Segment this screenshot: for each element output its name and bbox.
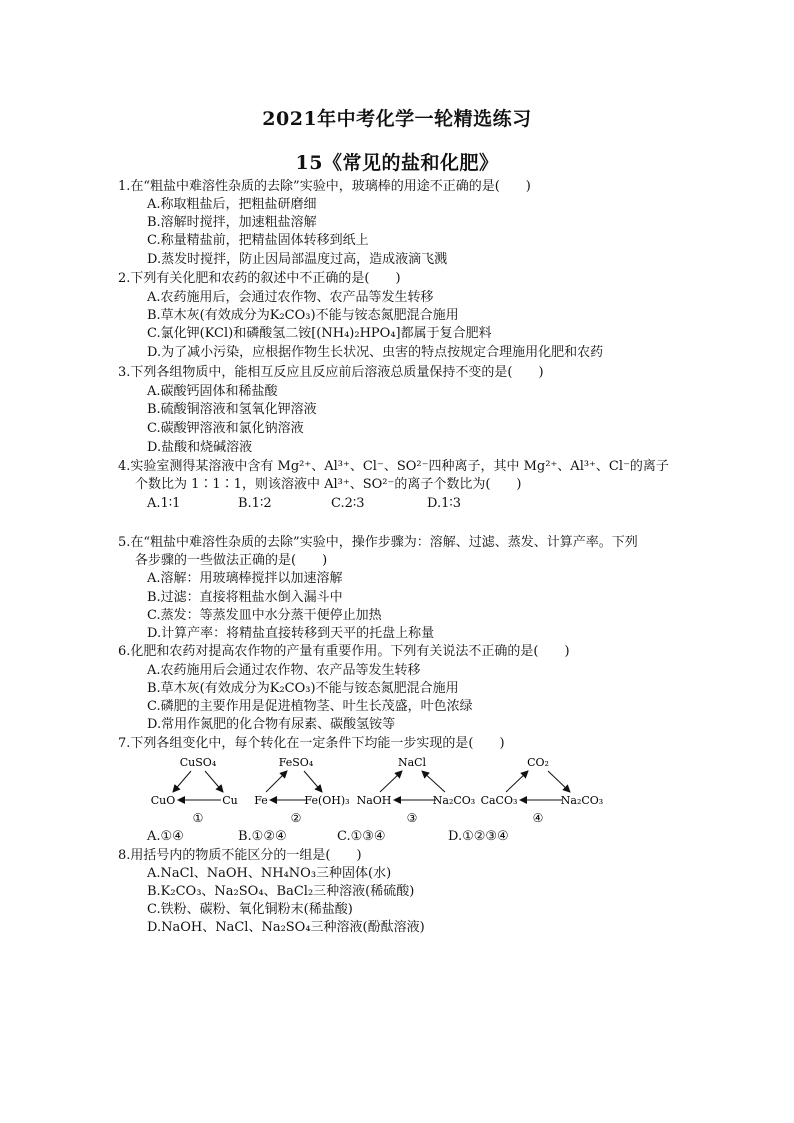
question-2-option-b: B.草木灰(有效成分为K₂CO₃)不能与铵态氮肥混合施用 xyxy=(147,308,459,323)
question-6-option-a: A.农药施用后会通过农作物、农产品等发生转移 xyxy=(147,663,421,678)
question-8-option-d: D.NaOH、NaCl、Na₂SO₄三种溶液(酚酞溶液) xyxy=(147,920,425,935)
question-2-option-a: A.农药施用后，会通过农作物、农产品等发生转移 xyxy=(147,290,434,305)
question-6-option-d: D.常用作氮肥的化合物有尿素、碳酸氢铵等 xyxy=(147,717,396,732)
question-4-stem-continued: 个数比为 1∶1∶1，则该溶液中 Al³⁺、SO²⁻的离子个数比为( ) xyxy=(135,477,522,492)
diagram-2-number: ② xyxy=(290,811,302,825)
question-6-option-b: B.草木灰(有效成分为K₂CO₃)不能与铵态氮肥混合施用 xyxy=(147,681,459,696)
diagram-1-number: ① xyxy=(192,811,204,825)
question-5-stem: 5.在“粗盐中难溶性杂质的去除”实验中，操作步骤为：溶解、过滤、蒸发、计算产率。下列 xyxy=(118,535,638,550)
question-2-option-c: C.氯化钾(KCl)和磷酸氢二铵[(NH₄)₂HPO₄]都属于复合肥料 xyxy=(147,326,492,341)
question-1-stem: 1.在“粗盐中难溶性杂质的去除”实验中，玻璃棒的用途不正确的是( ) xyxy=(118,179,531,194)
diagram-2-left: Fe xyxy=(254,794,268,807)
question-1-option-a: A.称取粗盐后，把粗盐研磨细 xyxy=(147,197,317,212)
question-4-option-d: D.1∶3 xyxy=(427,496,462,511)
question-7-option-b: B.①②④ xyxy=(238,829,287,844)
diagram-3 xyxy=(357,756,476,825)
question-8-stem: 8.用括号内的物质不能区分的一组是( ) xyxy=(118,848,362,863)
diagram-2-top: FeSO₄ xyxy=(278,756,314,769)
question-1-option-c: C.称量精盐前，把精盐固体转移到纸上 xyxy=(147,233,369,248)
question-1-option-d: D.蒸发时搅拌，防止因局部温度过高，造成液滴飞溅 xyxy=(147,252,448,267)
diagram-1 xyxy=(151,756,238,825)
diagram-3-top: NaCl xyxy=(397,756,427,769)
question-2-option-d: D.为了减小污染，应根据作物生长状况、虫害的特点按规定合理施用化肥和农药 xyxy=(147,345,604,360)
question-2-stem: 2.下列有关化肥和农药的叙述中不正确的是( ) xyxy=(118,271,401,286)
diagram-1-left: CuO xyxy=(150,794,176,807)
diagram-4-number: ④ xyxy=(532,811,544,825)
diagram-4-right: Na₂CO₃ xyxy=(560,794,604,807)
question-5-option-b: B.过滤：直接将粗盐水倒入漏斗中 xyxy=(147,590,343,605)
question-8-option-c: C.铁粉、碳粉、氧化铜粉末(稀盐酸) xyxy=(147,902,353,917)
question-6-option-c: C.磷肥的主要作用是促进植物茎、叶生长茂盛，叶色浓绿 xyxy=(147,699,473,714)
question-5-option-d: D.计算产率：将精盐直接转移到天平的托盘上称量 xyxy=(147,626,435,641)
question-4-option-b: B.1∶2 xyxy=(238,496,272,511)
reaction-diagrams xyxy=(0,752,794,832)
diagram-1-right: Cu xyxy=(222,794,238,807)
diagram-3-right: Na₂CO₃ xyxy=(432,794,476,807)
diagram-1-top: CuSO₄ xyxy=(179,756,217,769)
question-3-option-d: D.盐酸和烧碱溶液 xyxy=(147,440,253,455)
question-7-option-c: C.①③④ xyxy=(337,829,386,844)
question-8-option-b: B.K₂CO₃、Na₂SO₄、BaCl₂三种溶液(稀硫酸) xyxy=(147,884,415,899)
question-7-option-a: A.①④ xyxy=(147,829,184,844)
question-3-option-a: A.碳酸钙固体和稀盐酸 xyxy=(147,384,278,399)
diagram-3-number: ③ xyxy=(406,811,418,825)
question-6-stem: 6.化肥和农药对提高农作物的产量有重要作用。下列有关说法不正确的是( ) xyxy=(118,644,570,659)
diagram-2 xyxy=(254,756,349,825)
question-3-option-b: B.硫酸铜溶液和氢氧化钾溶液 xyxy=(147,402,317,417)
question-4-option-c: C.2∶3 xyxy=(331,496,365,511)
question-5-option-a: A.溶解：用玻璃棒搅拌以加速溶解 xyxy=(147,571,343,586)
question-5-option-c: C.蒸发：等蒸发皿中水分蒸干便停止加热 xyxy=(147,608,382,623)
question-7-option-d: D.①②③④ xyxy=(448,829,509,844)
diagram-4-top: CO₂ xyxy=(527,756,549,769)
diagram-2-right: Fe(OH)₃ xyxy=(304,794,350,807)
diagram-4 xyxy=(481,756,604,825)
page-title: 2021年中考化学一轮精选练习 xyxy=(262,108,532,130)
question-1-option-b: B.溶解时搅拌，加速粗盐溶解 xyxy=(147,215,317,230)
question-4-stem: 4.实验室测得某溶液中含有 Mg²⁺、Al³⁺、Cl⁻、SO²⁻四种离子，其中 Mg²⁺、Al³⁺、Cl⁻的离子 xyxy=(118,459,669,474)
question-8-option-a: A.NaCl、NaOH、NH₄NO₃三种固体(水) xyxy=(147,866,392,881)
question-3-stem: 3.下列各组物质中，能相互反应且反应前后溶液总质量保持不变的是( ) xyxy=(118,365,544,380)
question-3-option-c: C.碳酸钾溶液和氯化钠溶液 xyxy=(147,421,304,436)
diagram-3-left: NaOH xyxy=(356,794,392,807)
diagram-4-left: CaCO₃ xyxy=(480,794,518,807)
question-7-stem: 7.下列各组变化中，每个转化在一定条件下均能一步实现的是( ) xyxy=(118,736,505,751)
question-4-option-a: A.1∶1 xyxy=(147,496,181,511)
page-subtitle: 15《常见的盐和化肥》 xyxy=(295,152,499,174)
question-5-stem-continued: 各步骤的一些做法正确的是( ) xyxy=(135,553,328,568)
